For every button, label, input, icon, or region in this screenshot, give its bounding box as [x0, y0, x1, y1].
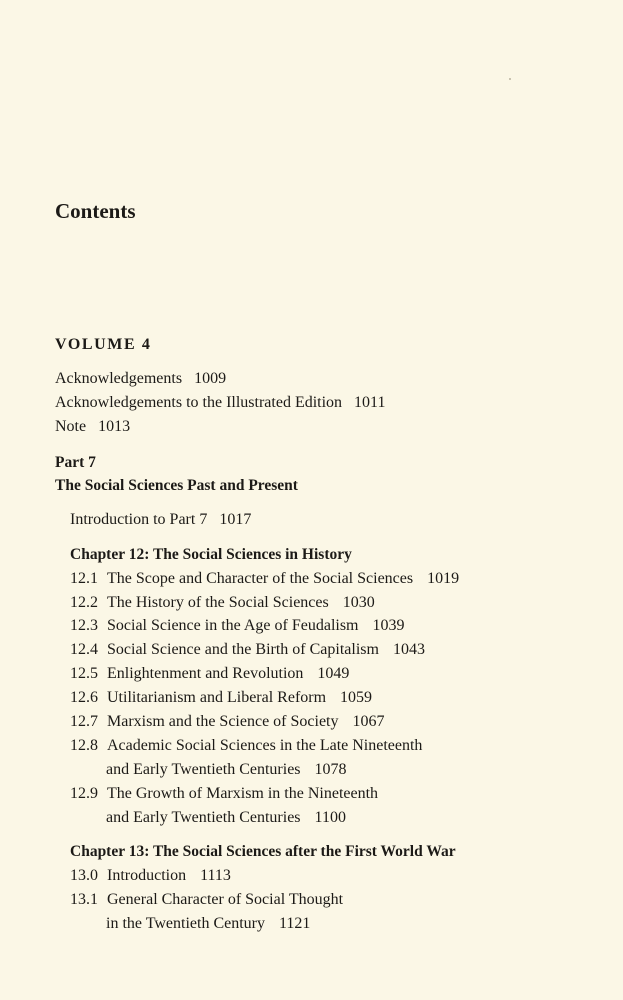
chapter-13-heading: Chapter 13: The Social Sciences after the First World War [70, 843, 456, 860]
part-title: The Social Sciences Past and Present [55, 477, 298, 494]
toc-entry-acknowledgements[interactable] [55, 370, 226, 388]
section-number: 13.0 [70, 867, 98, 884]
toc-entry-12-9[interactable] [70, 785, 378, 803]
page-number: 1009 [194, 370, 227, 387]
page-number: 1067 [352, 713, 385, 730]
page-number: 1019 [427, 570, 460, 587]
entry-text: Social Science in the Age of Feudalism [107, 617, 359, 634]
volume-heading: VOLUME 4 [55, 336, 152, 353]
entry-text: General Character of Social Thought [107, 891, 344, 908]
toc-entry-12-9-continued[interactable] [106, 809, 346, 827]
page-title: Contents [55, 199, 136, 223]
entry-text: Acknowledgements [55, 370, 183, 387]
toc-entry-12-5[interactable] [70, 665, 349, 683]
toc-entry-note[interactable] [55, 418, 130, 436]
toc-entry-12-6[interactable] [70, 689, 372, 707]
section-number: 12.2 [70, 594, 98, 611]
toc-entry-12-1[interactable] [70, 570, 459, 588]
page-number: 1100 [314, 809, 346, 826]
section-number: 12.3 [70, 617, 98, 634]
page-number: 1030 [342, 594, 375, 611]
entry-text: Introduction [107, 867, 187, 884]
page-number: 1078 [314, 761, 347, 778]
entry-text: Enlightenment and Revolution [107, 665, 304, 682]
toc-entry-12-7[interactable] [70, 713, 385, 731]
toc-entry-12-8[interactable] [70, 737, 422, 755]
section-number: 12.1 [70, 570, 98, 587]
entry-text: The Growth of Marxism in the Nineteenth [107, 785, 379, 802]
toc-entry-13-1-continued[interactable] [106, 915, 310, 933]
page-number: 1121 [279, 915, 311, 932]
entry-text: Academic Social Sciences in the Late Nineteenth [107, 737, 423, 754]
toc-entry-12-8-continued[interactable] [106, 761, 347, 779]
entry-text: The Scope and Character of the Social Sciences [107, 570, 414, 587]
entry-text: Social Science and the Birth of Capitalism [107, 641, 379, 658]
page-number: 1039 [372, 617, 405, 634]
toc-entry-13-0[interactable] [70, 867, 231, 885]
chapter-12-heading: Chapter 12: The Social Sciences in History [70, 546, 352, 563]
page-number: 1113 [200, 867, 231, 884]
toc-entry-12-2[interactable] [70, 594, 375, 612]
section-number: 12.4 [70, 641, 98, 658]
page-number: 1017 [219, 511, 252, 528]
entry-text: Marxism and the Science of Society [107, 713, 339, 730]
entry-text: The History of the Social Sciences [107, 594, 329, 611]
page-number: 1013 [98, 418, 131, 435]
part-label: Part 7 [55, 454, 96, 471]
entry-text: Utilitarianism and Liberal Reform [107, 689, 327, 706]
section-number: 12.7 [70, 713, 98, 730]
entry-text: and Early Twentieth Centuries [106, 809, 301, 826]
entry-text: Introduction to Part 7 [70, 511, 208, 528]
section-number: 12.8 [70, 737, 98, 754]
section-number: 12.9 [70, 785, 98, 802]
entry-text: and Early Twentieth Centuries [106, 761, 301, 778]
entry-text: Note [55, 418, 87, 435]
section-number: 12.5 [70, 665, 98, 682]
section-number: 12.6 [70, 689, 98, 706]
section-number: 13.1 [70, 891, 98, 908]
page-number: 1011 [354, 394, 386, 411]
toc-entry-introduction-part-7[interactable] [70, 511, 251, 529]
paper-speck [509, 78, 511, 80]
toc-entry-12-3[interactable] [70, 617, 405, 635]
toc-entry-acknowledgements-illustrated[interactable] [55, 394, 385, 412]
entry-text: Acknowledgements to the Illustrated Edition [55, 394, 343, 411]
entry-text: in the Twentieth Century [106, 915, 265, 932]
toc-entry-12-4[interactable] [70, 641, 425, 659]
page-number: 1049 [317, 665, 350, 682]
page-number: 1043 [392, 641, 425, 658]
toc-entry-13-1[interactable] [70, 891, 343, 909]
page-number: 1059 [340, 689, 373, 706]
